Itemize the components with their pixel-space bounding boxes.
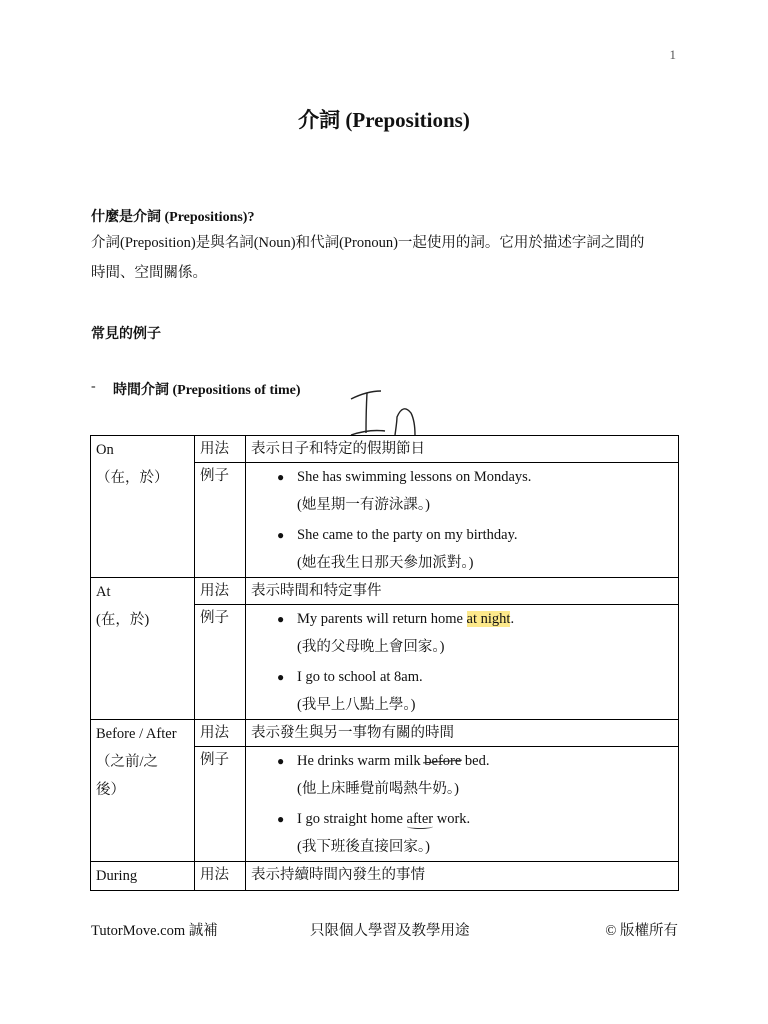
example-item [251, 747, 673, 803]
usage-text: 表示時間和特定事件 [246, 578, 679, 605]
examples-cell [246, 605, 679, 720]
preposition-word: At [96, 584, 111, 600]
example-chinese: (我下班後直接回家。) [297, 839, 430, 855]
underlined-word: after [406, 811, 434, 827]
table-row [91, 578, 679, 605]
example-label: 例子 [195, 463, 246, 578]
highlighted-phrase: at night [466, 611, 511, 627]
example-item [251, 521, 673, 577]
bullet-icon: ● [277, 812, 285, 826]
footer-right: © 版權所有 [605, 923, 678, 939]
preposition-cell [91, 436, 195, 578]
example-label: 例子 [195, 605, 246, 720]
dash-bullet: - [91, 379, 96, 394]
footer-center: 只限個人學習及教學用途 [310, 923, 470, 939]
handwritten-in-annotation [345, 385, 425, 437]
bullet-icon: ● [277, 612, 285, 626]
example-chinese: (我早上八點上學。) [297, 697, 416, 713]
example-english: My parents will return home at night. [297, 611, 515, 627]
what-is-heading: 什麼是介詞 (Prepositions)? [91, 210, 255, 225]
examples-cell [246, 463, 679, 578]
preposition-cell [91, 720, 195, 862]
example-chinese: (他上床睡覺前喝熱牛奶。) [297, 781, 459, 797]
page-title: 介詞 (Prepositions) [298, 108, 470, 132]
preposition-meaning: （之前/之 [96, 754, 159, 770]
bullet-icon: ● [277, 528, 285, 542]
usage-text: 表示日子和特定的假期節日 [246, 436, 679, 463]
example-item [251, 805, 673, 861]
usage-label: 用法 [195, 862, 246, 891]
usage-label: 用法 [195, 578, 246, 605]
example-label: 例子 [195, 747, 246, 862]
page-number: 1 [669, 47, 676, 62]
bullet-icon: ● [277, 470, 285, 484]
table-row [91, 436, 679, 463]
preposition-meaning: 後） [96, 782, 125, 798]
preposition-word: On [96, 442, 114, 458]
examples-cell [246, 747, 679, 862]
preposition-cell [91, 862, 195, 891]
preposition-meaning: （在，於） [96, 470, 169, 486]
example-item [251, 605, 673, 661]
example-english: I go to school at 8am. [297, 669, 423, 685]
definition-line-2: 時間、空間關係。 [91, 265, 207, 281]
bullet-icon: ● [277, 754, 285, 768]
definition-paragraph [91, 228, 681, 288]
usage-label: 用法 [195, 720, 246, 747]
example-item [251, 463, 673, 519]
preposition-word: During [96, 868, 138, 884]
usage-text: 表示發生與另一事物有關的時間 [246, 720, 679, 747]
example-item [251, 663, 673, 719]
usage-text: 表示持續時間內發生的事情 [246, 862, 679, 891]
time-prepositions-heading: 時間介詞 (Prepositions of time) [113, 383, 301, 398]
time-prepositions-table [90, 435, 679, 891]
example-english: I go straight home after work. [297, 811, 471, 827]
preposition-cell [91, 578, 195, 720]
example-english: He drinks warm milk before bed. [297, 753, 490, 769]
table-row [91, 720, 679, 747]
example-chinese: (我的父母晚上會回家。) [297, 639, 445, 655]
preposition-meaning: (在，於) [96, 612, 150, 628]
example-chinese: (她星期一有游泳課。) [297, 497, 430, 513]
example-chinese: (她在我生日那天參加派對。) [297, 555, 474, 571]
preposition-word: Before / After [96, 726, 177, 742]
examples-heading: 常見的例子 [91, 327, 161, 342]
definition-line-1: 介詞(Preposition)是與名詞(Noun)和代詞(Pronoun)一起使用的詞。它用於描述字詞之間的 [91, 235, 645, 251]
example-english: She has swimming lessons on Mondays. [297, 469, 532, 485]
table-row [91, 862, 679, 891]
struck-through-word: before [424, 753, 462, 769]
example-english: She came to the party on my birthday. [297, 527, 518, 543]
bullet-icon: ● [277, 670, 285, 684]
usage-label: 用法 [195, 436, 246, 463]
footer-left: TutorMove.com 誠補 [91, 923, 218, 939]
